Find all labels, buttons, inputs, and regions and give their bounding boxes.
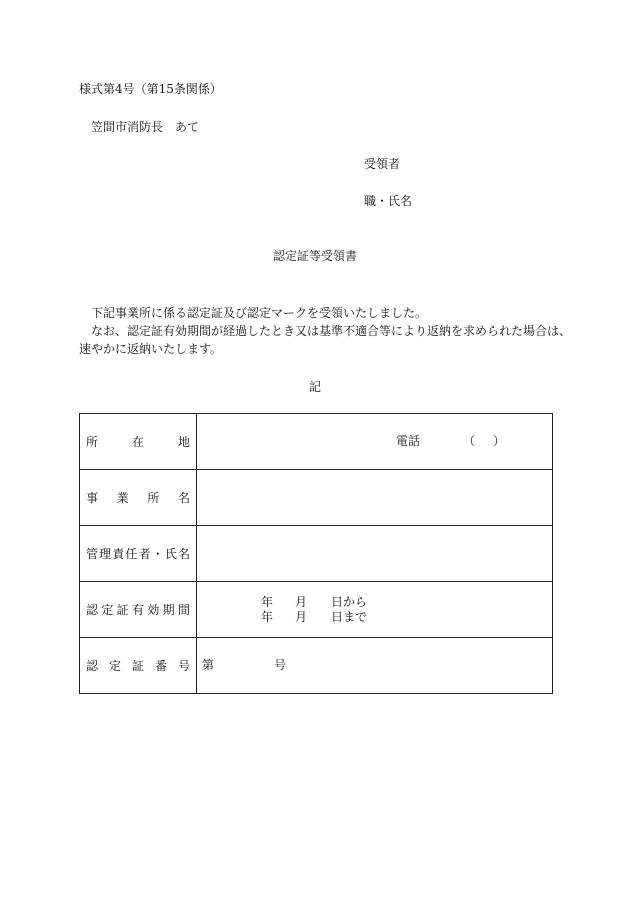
label-cert-number [80,638,197,694]
phone-paren-open: （ [463,434,476,448]
label-char: 在 [131,434,144,449]
label-char: 効 [147,602,160,617]
value-office[interactable] [197,470,553,526]
label-char: 証 [116,602,129,617]
day-to: 日まで [331,610,368,624]
body-line-2: なお、認定証有効期間が経過したとき又は基準不適合等により返納を求められた場合は、 [91,324,572,338]
form-number: 様式第4号（第15条関係） [79,82,222,96]
phone-paren-close: ） [493,434,506,448]
label-char: 有 [131,602,144,617]
month-to: 月 [295,610,308,624]
table-row-cert-number [80,638,553,694]
cert-no-prefix: 第 [202,658,215,672]
label-char: 番 [154,658,167,673]
label-char: 業 [116,490,129,505]
label-char: 管 [86,546,99,561]
table-row-office [80,470,553,526]
year-from: 年 [261,595,274,609]
info-table [79,413,553,694]
label-char: 名 [177,546,190,561]
label-char: 証 [131,658,144,673]
label-char: 所 [147,490,160,505]
body-line-1: 下記事業所に係る認定証及び認定マークを受領いたしました。 [91,306,428,320]
day-from: 日から [331,595,368,609]
label-char: 地 [177,434,190,449]
receiver-label: 受領者 [364,157,401,171]
addressee: 笠間市消防長 あて [91,120,200,134]
year-to: 年 [261,610,274,624]
label-char: 所 [86,434,99,449]
label-char: 氏 [164,546,177,561]
table-row-validity [80,582,553,638]
label-char: 事 [86,490,99,505]
ki-heading: 記 [308,380,321,394]
label-manager [80,526,197,582]
phone-label: 電話 [396,434,421,448]
value-validity[interactable] [197,582,553,638]
label-char: 期 [162,602,175,617]
value-location[interactable] [197,414,553,470]
label-char: 認 [86,658,99,673]
label-char: 定 [108,658,121,673]
label-char: 定 [101,602,114,617]
table-row-location [80,414,553,470]
label-char: 理 [99,546,112,561]
value-cert-number[interactable] [197,638,553,694]
value-manager[interactable] [197,526,553,582]
label-char: 認 [86,602,99,617]
label-char: 号 [177,658,190,673]
cert-no-suffix: 号 [274,658,287,672]
label-validity [80,582,197,638]
label-char: 者 [138,546,151,561]
label-office [80,470,197,526]
document-title: 認定証等受領書 [272,249,357,263]
label-char: ・ [151,546,164,561]
label-char: 名 [177,490,190,505]
body-line-3: 速やかに返納いたします。 [79,342,223,356]
label-char: 責 [112,546,125,561]
label-location [80,414,197,470]
label-char: 間 [177,602,190,617]
table-row-manager [80,526,553,582]
month-from: 月 [295,595,308,609]
label-char: 任 [125,546,138,561]
title-name-label: 職・氏名 [364,194,413,208]
